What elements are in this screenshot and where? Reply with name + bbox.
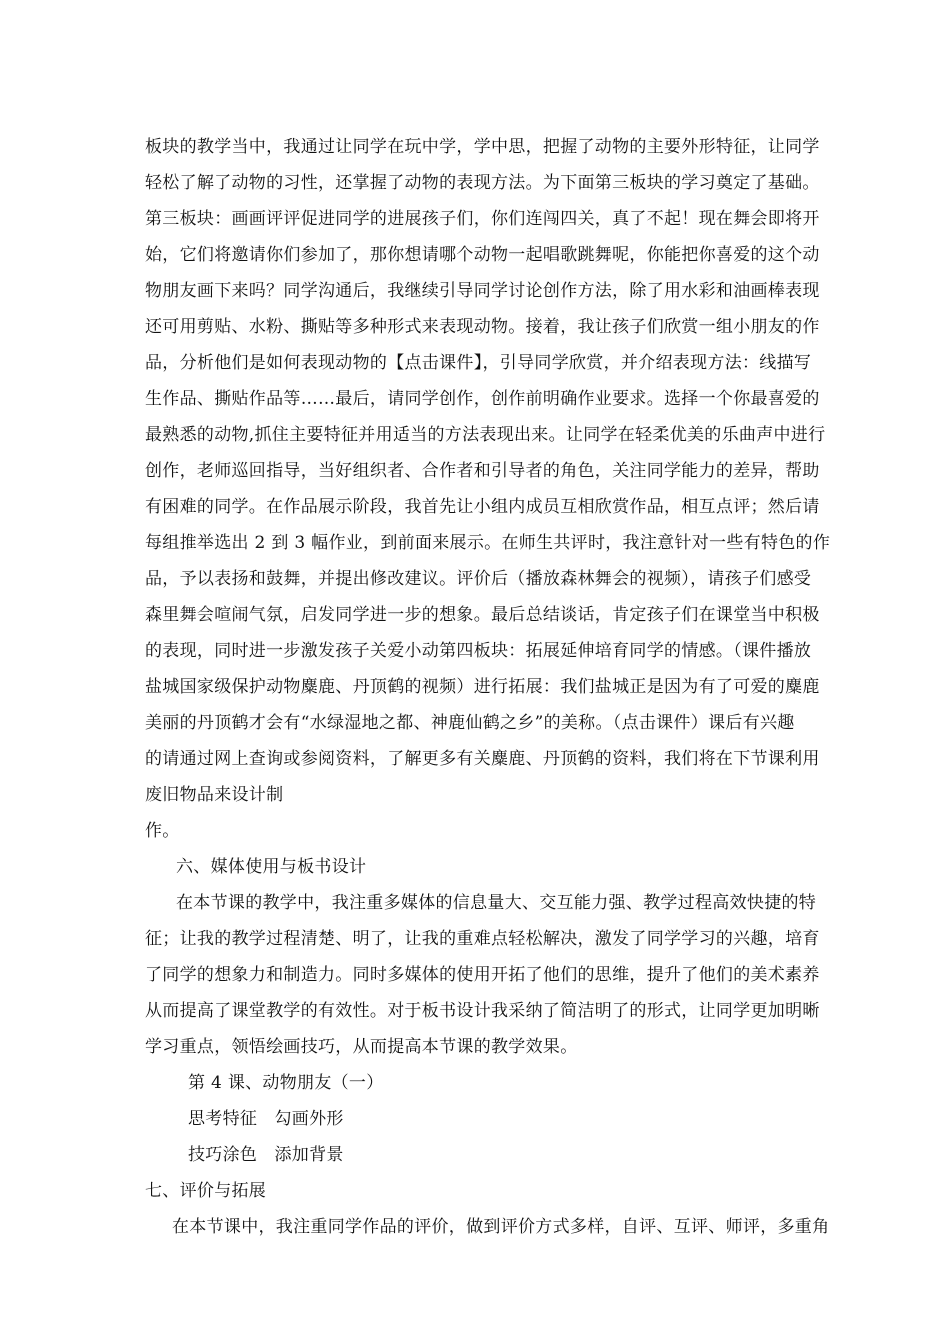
section-heading-7: 七、评价与拓展 <box>145 1181 267 1201</box>
body-line: 作。 <box>145 821 180 841</box>
body-line: 每组推举选出 2 到 3 幅作业，到前面来展示。在师生共评时，我注意针对一些有特色的作 <box>145 533 831 553</box>
body-line: 美丽的丹顶鹤才会有“水绿湿地之都、神鹿仙鹤之乡”的美称。（点击课件）课后有兴趣 <box>145 713 795 733</box>
body-line: 始，它们将邀请你们参加了，那你想请哪个动物一起唱歌跳舞呢，你能把你喜爱的这个动 <box>145 245 820 265</box>
body-line: 的请通过网上查询或参阅资料，了解更多有关麋鹿、丹顶鹤的资料，我们将在下节课利用 <box>145 749 820 769</box>
board-row: 技巧涂色 添加背景 <box>188 1145 344 1165</box>
body-line: 从而提高了课堂教学的有效性。对于板书设计我采纳了简洁明了的形式，让同学更加明晰 <box>145 1001 820 1021</box>
body-line: 了同学的想象力和制造力。同时多媒体的使用开拓了他们的思维，提升了他们的美术素养 <box>145 965 820 985</box>
body-line: 有困难的同学。在作品展示阶段，我首先让小组内成员互相欣赏作品，相互点评；然后请 <box>145 497 820 517</box>
body-line: 品，分析他们是如何表现动物的【点击课件】，引导同学欣赏，并介绍表现方法：线描写 <box>145 353 812 373</box>
body-line: 创作，老师巡回指导，当好组织者、合作者和引导者的角色，关注同学能力的差异，帮助 <box>145 461 820 481</box>
board-title: 第 4 课、动物朋友（一） <box>188 1073 384 1093</box>
body-line: 品，予以表扬和鼓舞，并提出修改建议。评价后（播放森林舞会的视频），请孩子们感受 <box>145 569 812 589</box>
body-line: 森里舞会喧闹气氛，启发同学进一步的想象。最后总结谈话，肯定孩子们在课堂当中积极 <box>145 605 820 625</box>
body-line: 物朋友画下来吗？同学沟通后，我继续引导同学讨论创作方法，除了用水彩和油画棒表现 <box>145 281 820 301</box>
board-row: 思考特征 勾画外形 <box>188 1109 344 1129</box>
body-line: 还可用剪贴、水粉、撕贴等多种形式来表现动物。接着，我让孩子们欣赏一组小朋友的作 <box>145 317 820 337</box>
body-line: 在本节课中，我注重同学作品的评价，做到评价方式多样，自评、互评、师评，多重角 <box>172 1217 830 1237</box>
body-line: 板块的教学当中，我通过让同学在玩中学，学中思，把握了动物的主要外形特征，让同学 <box>145 137 820 157</box>
body-line: 轻松了解了动物的习性，还掌握了动物的表现方法。为下面第三板块的学习奠定了基础。 <box>145 173 820 193</box>
body-line: 征；让我的教学过程清楚、明了，让我的重难点轻松解决，激发了同学学习的兴趣，培育 <box>145 929 820 949</box>
body-line: 最熟悉的动物,抓住主要特征并用适当的方法表现出来。让同学在轻柔优美的乐曲声中进行 <box>145 425 826 445</box>
body-line: 废旧物品来设计制 <box>145 785 284 805</box>
body-line: 盐城国家级保护动物麋鹿、丹顶鹤的视频）进行拓展：我们盐城正是因为有了可爱的麋鹿 <box>145 677 820 697</box>
body-line: 学习重点，领悟绘画技巧，从而提高本节课的教学效果。 <box>145 1037 578 1057</box>
body-line: 第三板块：画画评评促进同学的进展孩子们，你们连闯四关，真了不起！现在舞会即将开 <box>145 209 820 229</box>
body-line: 在本节课的教学中，我注重多媒体的信息量大、交互能力强、教学过程高效快捷的特 <box>176 893 817 913</box>
body-line: 生作品、撕贴作品等……最后，请同学创作，创作前明确作业要求。选择一个你最喜爱的 <box>145 389 820 409</box>
section-heading-6: 六、媒体使用与板书设计 <box>176 857 367 877</box>
body-line: 的表现，同时进一步激发孩子关爱小动第四板块：拓展延伸培育同学的情感。（课件播放 <box>145 641 812 661</box>
